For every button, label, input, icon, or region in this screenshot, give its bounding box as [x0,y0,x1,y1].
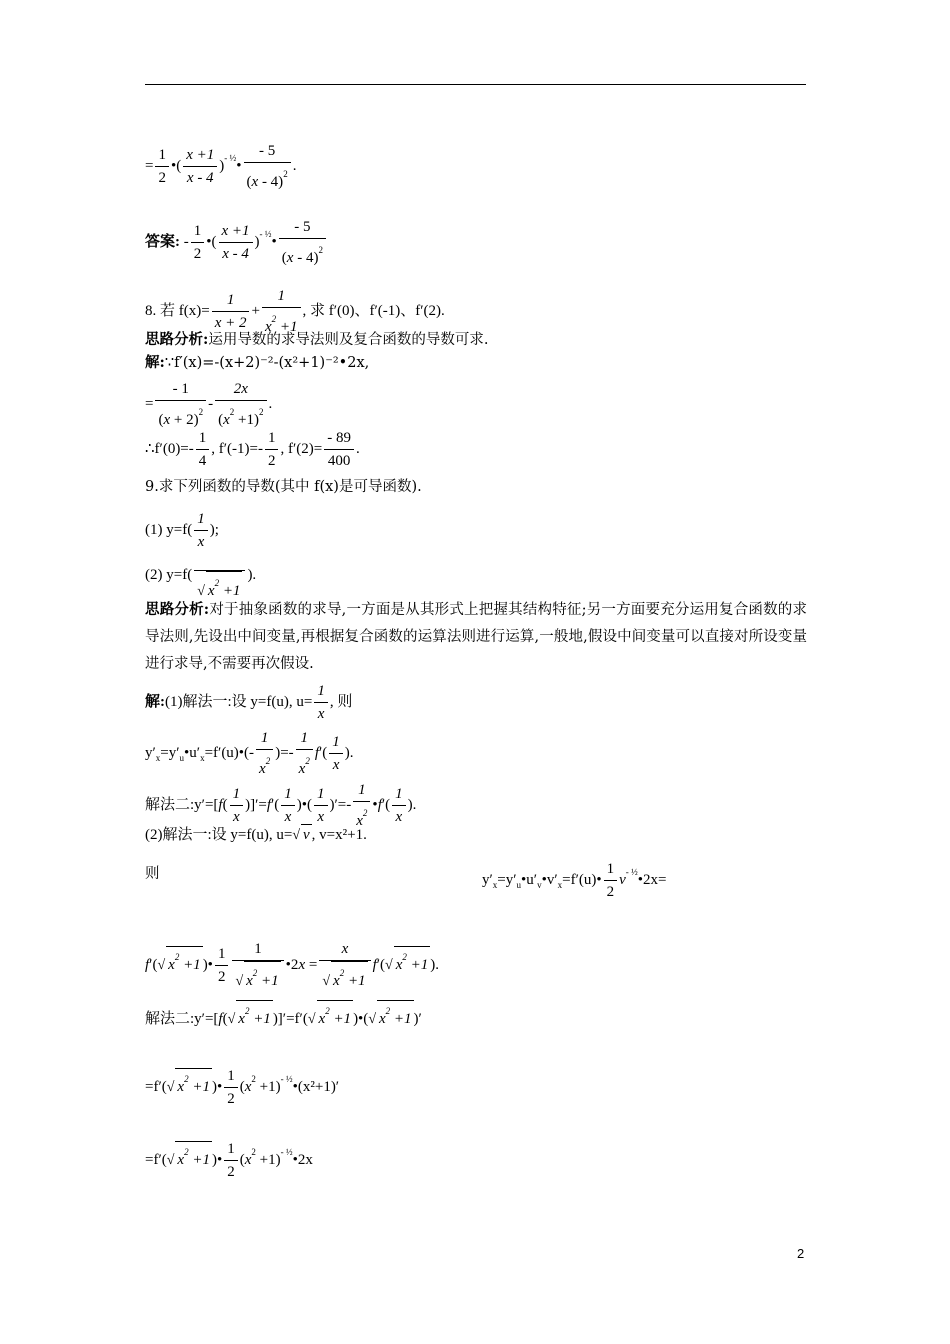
q9-sol2-then: 则 [145,866,160,882]
q8-analysis-text: 运用导数的求导法则及复合函数的导数可求. [208,332,489,348]
q8-analysis [145,330,488,350]
answer-line: 答案: - $\frac{1}{2}$ •( $\frac{x +1}{x - 4}$ )$^{- \frac{1}{2}}$• $\frac{- 5}{(x - 4)^2}$ [145,216,328,269]
q9-part1: (1) y=f( $\frac{1}{x}$ ); [145,508,219,553]
page-number: 2 [797,1246,805,1261]
q9-part2: (2) y=f( √ $x^2 +1$ ). [145,548,256,603]
question-8: 8. 若 f(x)= $\frac{1}{x + 2}$ + $\frac{1}{x^2 +1}$ , 求 f′(0)、f′(-1)、f′(2). [145,285,445,338]
q8-solution-text: ∵f′(x)=-(x+2)⁻²-(x²+1)⁻²•2x, [164,355,370,371]
q9-solution-label: 解: [145,693,165,710]
q9-sol2-method1: (2)解法一:设 y=f(u), u=√ v , v=x²+1. [145,824,367,846]
q8-solution-line2: = $\frac{- 1}{(x + 2)^2}$ - $\frac{2x}{(x^2 +1)^2}$ . [145,378,272,431]
q8-solution-label: 解: [145,354,165,371]
q9-sol2-result: f′(√ $x^2 +1$ )• $\frac{1}{2}$ $\frac{1}{√ x^2 +1}$ •2x = $\frac{x}{√ x^2 +1}$ f′(√ $x^2 +1$ ). [145,938,439,993]
q9-sol1-chain: $y'_x=y'_u•u'_x=f'(u)•(-$ $\frac{1}{x^2}$ )=- $\frac{1}{x^2}$ f′( $\frac{1}{x}$ ). [145,727,354,780]
answer-label: 答案: [145,233,180,250]
q8-solution-line1 [145,353,369,373]
q9-sol1-method2: 解法二:y′=[f( $\frac{1}{x}$ )]′=f′( $\frac{1}{x}$ )•( $\frac{1}{x}$ )′=- $\frac{1}{x^2}$ •f′( $\frac{1}{x}$ ). [145,779,416,832]
q8-analysis-label: 思路分析: [145,331,209,348]
q9-analysis [145,596,807,678]
q9-sol2-method2: 解法二:y′=[f(√ $x^2 +1$ )]′=f′(√ $x^2 +1$ )•(√ $x^2 +1$ )′ [145,1000,422,1030]
equation-continuation: = $\frac{1}{2}$ •( $\frac{x +1}{x - 4}$ )$^{- \frac{1}{2}}$• $\frac{- 5}{(x - 4)^2}$ . [145,140,296,193]
q8-solution-line3: ∴f′(0)=- $\frac{1}{4}$ , f′(-1)=- $\frac{1}{2}$ , f′(2)= $\frac{- 89}{400}$ . [145,427,360,472]
header-rule [145,84,806,85]
q9-sol1-method1: 解:(1)解法一:设 y=f(u), u= $\frac{1}{x}$ , 则 [145,680,352,725]
q9-analysis-label: 思路分析: [145,601,210,618]
q9-sol2-chain: $y'_x=y'_u•u'_v•v'_x=f'(u)•$ $\frac{1}{2}$ $v^{- \frac{1}{2}}•2x=$ [482,858,667,903]
q9-sol2-line3: =f′(√ $x^2 +1$ )• $\frac{1}{2}$ ($x^2$ $+1)^{- \frac{1}{2}}•2x$ [145,1138,313,1183]
question-9: 9.求下列函数的导数(其中 f(x)是可导函数). [145,479,422,495]
q9-sol2-line2: =f′(√ $x^2 +1$ )• $\frac{1}{2}$ ($x^2$ $+1)^{- \frac{1}{2}}•(x^2+1)'$ [145,1065,339,1110]
q9-analysis-text: 对于抽象函数的求导,一方面是从其形式上把握其结构特征;另一方面要充分运用复合函数的求导法则,先设出中间变量,再根据复合函数的运算法则进行运算,一般地,假设中间变量可以直接对所设变量进行求导,不需要再次假设. [145,602,807,672]
